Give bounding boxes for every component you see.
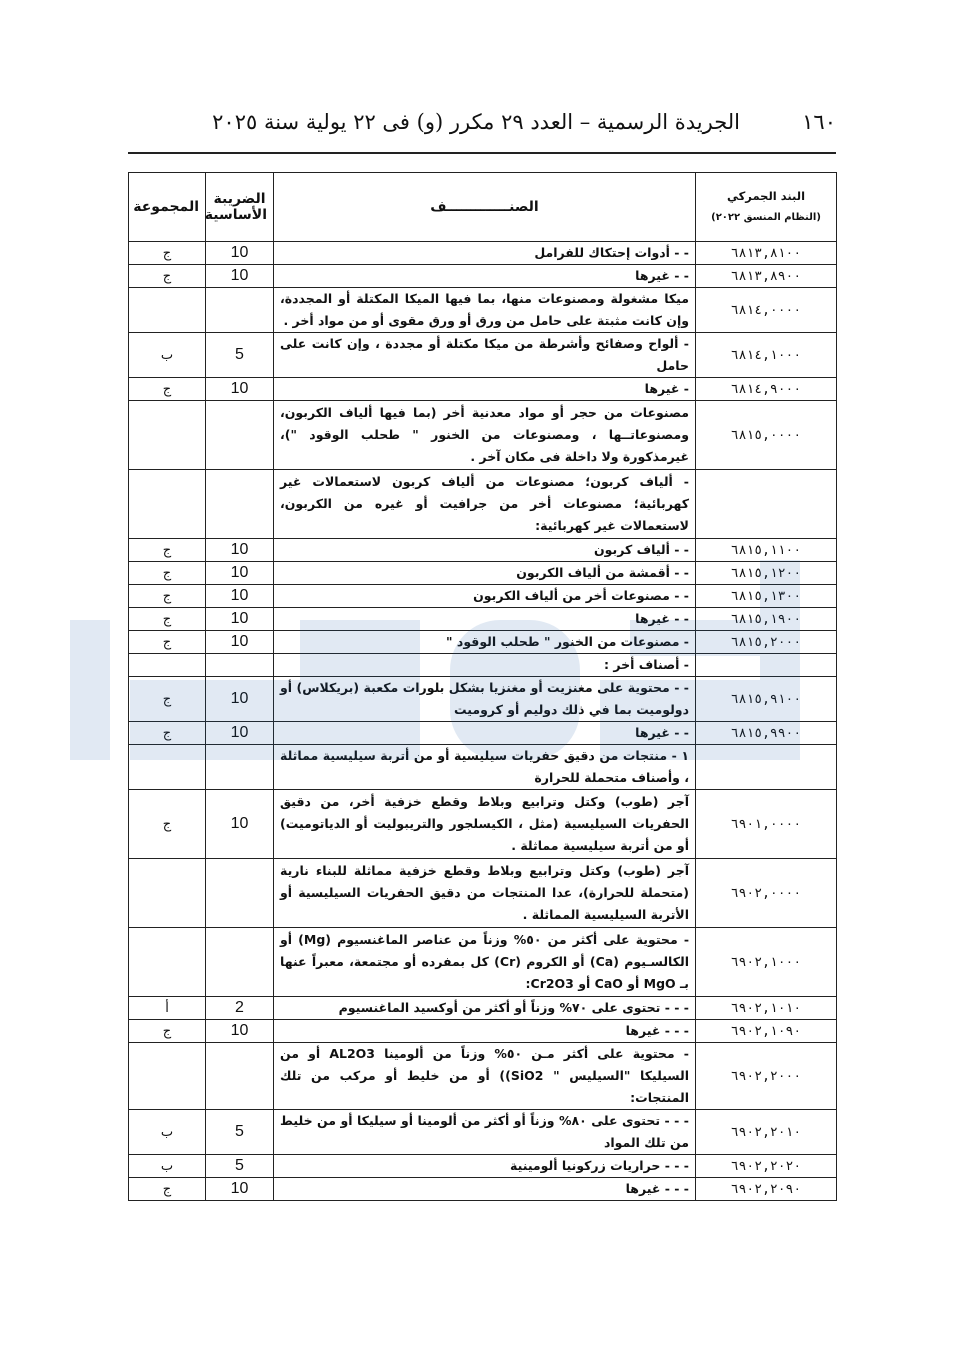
- table-row: [129, 333, 837, 378]
- item-description: - - محتوية على مغنزيت أو مغنزيا بشكل بلورات مكعبة (بريكلاس) أو دولوميت بما في ذلك دوليم أو كروميت: [274, 677, 696, 722]
- basic-duty: 5: [206, 1155, 274, 1178]
- basic-duty: [206, 859, 274, 928]
- tariff-code: ٦٨١٣,٨١٠٠: [696, 242, 837, 265]
- tariff-code: ٦٨١٥,١٩٠٠: [696, 608, 837, 631]
- table-row: [129, 378, 837, 401]
- table-header-row: [129, 173, 837, 242]
- tariff-code: ٦٨١٤,١٠٠٠: [696, 333, 837, 378]
- column-header-group: المجموعة: [129, 173, 206, 242]
- item-description: - - أدوات إحتكاك للفرامل: [274, 242, 696, 265]
- table-row: [129, 1110, 837, 1155]
- item-description: - - غيرها: [274, 265, 696, 288]
- tariff-code: ٦٨١٥,١١٠٠: [696, 539, 837, 562]
- basic-duty: 10: [206, 1020, 274, 1043]
- table-row: [129, 562, 837, 585]
- tariff-body: [129, 242, 837, 1201]
- item-description: - - - غيرها: [274, 1178, 696, 1201]
- table-row: [129, 997, 837, 1020]
- duty-group: ج: [129, 790, 206, 859]
- page-header: [128, 106, 836, 146]
- item-description: مصنوعات من حجر أو مواد معدنية أخر (بما فيها ألياف الكربون، ومصنوعاتــها ، ومصنوعات من الخنور " طحلب الوقود ")، غيرمذكورة ولا داخلة فى مكان آخر .: [274, 401, 696, 470]
- tariff-code: ٦٨١٥,٩٩٠٠: [696, 722, 837, 745]
- duty-group: ج: [129, 242, 206, 265]
- basic-duty: 10: [206, 677, 274, 722]
- item-description: - أصناف أخر :: [274, 654, 696, 677]
- table-row: [129, 608, 837, 631]
- basic-duty: 10: [206, 790, 274, 859]
- duty-group: ج: [129, 722, 206, 745]
- duty-group: ج: [129, 608, 206, 631]
- item-description: - - - غيرها: [274, 1020, 696, 1043]
- duty-group: ج: [129, 1178, 206, 1201]
- table-row: [129, 242, 837, 265]
- table-row: [129, 470, 837, 539]
- item-description: - ألواح وصفائح وأشرطة من ميكا مكتلة أو مجددة ، وإن كانت على حامل: [274, 333, 696, 378]
- tariff-code: ٦٨١٥,١٣٠٠: [696, 585, 837, 608]
- tariff-code: ٦٨١٣,٨٩٠٠: [696, 265, 837, 288]
- basic-duty: [206, 470, 274, 539]
- duty-group: ج: [129, 585, 206, 608]
- basic-duty: 10: [206, 1178, 274, 1201]
- tariff-code: ٦٨١٤,٩٠٠٠: [696, 378, 837, 401]
- column-header-code: [696, 173, 837, 242]
- column-header-code-label: البند الجمركي: [726, 189, 806, 203]
- table-row: [129, 928, 837, 997]
- basic-duty: [206, 401, 274, 470]
- duty-group: ج: [129, 1020, 206, 1043]
- table-row: [129, 265, 837, 288]
- basic-duty: 5: [206, 333, 274, 378]
- gazette-title: الجريدة الرسمية – العدد ٢٩ مكرر (و) فى ٢٢ يولية سنة ٢٠٢٥: [212, 110, 740, 134]
- tariff-code: ٦٨١٥,٩١٠٠: [696, 677, 837, 722]
- duty-group: [129, 288, 206, 333]
- duty-group: [129, 928, 206, 997]
- tariff-code: ٦٩٠٢,٢٠٠٠: [696, 1043, 837, 1110]
- duty-group: [129, 470, 206, 539]
- table-row: [129, 859, 837, 928]
- basic-duty: 10: [206, 242, 274, 265]
- table-row: [129, 1020, 837, 1043]
- item-description: ميكا مشغولة ومصنوعات منها، بما فيها الميكا المكتلة أو المجددة، وإن كانت مثبتة على حامل من ورق أو ورق مقوى أو من مواد أخر .: [274, 288, 696, 333]
- column-header-description: الصنـــــــــــــف: [274, 173, 696, 242]
- duty-group: ج: [129, 677, 206, 722]
- item-description: - غيرها: [274, 378, 696, 401]
- duty-group: ج: [129, 378, 206, 401]
- basic-duty: 5: [206, 1110, 274, 1155]
- duty-group: ج: [129, 631, 206, 654]
- basic-duty: [206, 1043, 274, 1110]
- duty-group: [129, 1043, 206, 1110]
- tariff-code: ٦٩٠١,٠٠٠٠: [696, 790, 837, 859]
- tariff-code: ٦٨١٥,٢٠٠٠: [696, 631, 837, 654]
- item-description: - - - تحتوى على ٧٠% وزناً أو أكثر من أوكسيد الماغنسيوم: [274, 997, 696, 1020]
- basic-duty: 10: [206, 722, 274, 745]
- tariff-code: [696, 654, 837, 677]
- table-row: [129, 790, 837, 859]
- item-description: - ألياف كربون؛ مصنوعات من ألياف كربون لاستعمالات غير كهربائية؛ مصنوعات أخر من جرافيت أو غيره من الكربون، لاستعمالات غير كهربائية:: [274, 470, 696, 539]
- table-row: [129, 539, 837, 562]
- table-row: [129, 631, 837, 654]
- tariff-code: ٦٨١٥,١٢٠٠: [696, 562, 837, 585]
- table-row: [129, 288, 837, 333]
- duty-group: ب: [129, 333, 206, 378]
- tariff-code: [696, 470, 837, 539]
- tariff-code: ٦٩٠٢,٠٠٠٠: [696, 859, 837, 928]
- item-description: - محتوية على أكثر مـن ٥٠% وزناً من ألومينا AL2O3 أو من السيليكا "السيليس " SiO2)) أو من خليط أو مركب من تلك المنتجات:: [274, 1043, 696, 1110]
- table-row: [129, 1178, 837, 1201]
- duty-group: ب: [129, 1110, 206, 1155]
- item-description: - - ألياف كربون: [274, 539, 696, 562]
- table-row: [129, 585, 837, 608]
- basic-duty: [206, 654, 274, 677]
- item-description: - مصنوعات من الخنور " طحلب الوقود ": [274, 631, 696, 654]
- basic-duty: 10: [206, 378, 274, 401]
- duty-group: [129, 859, 206, 928]
- table-row: [129, 677, 837, 722]
- item-description: - - - حراريات زركونيا ألومينية: [274, 1155, 696, 1178]
- duty-group: أ: [129, 997, 206, 1020]
- item-description: - - - تحتوى على ٨٠% وزناً أو أكثر من ألومينا أو سيليكا أو من خليط من تلك المواد: [274, 1110, 696, 1155]
- tariff-code: ٦٩٠٢,٢٠١٠: [696, 1110, 837, 1155]
- table-row: [129, 401, 837, 470]
- tariff-code: ٦٨١٥,٠٠٠٠: [696, 401, 837, 470]
- item-description: - - غيرها: [274, 608, 696, 631]
- basic-duty: 10: [206, 539, 274, 562]
- item-description: - - مصنوعات أخر من ألياف الكربون: [274, 585, 696, 608]
- item-description: - - أقمشة من ألياف الكربون: [274, 562, 696, 585]
- table-row: [129, 722, 837, 745]
- table-row: [129, 745, 837, 790]
- basic-duty: 10: [206, 265, 274, 288]
- tariff-code: ٦٩٠٢,٢٠٢٠: [696, 1155, 837, 1178]
- item-description: آجر (طوب) وكتل وترابيع وبلاط وقطع خزفية أخر، من دقيق الحفريات السيليسية (مثل ، الكيسلجور والتريبوليت أو الدياتوميت) أو من أتربة سيليسية مماثلة .: [274, 790, 696, 859]
- tariff-code: ٦٩٠٢,١٠٩٠: [696, 1020, 837, 1043]
- column-header-duty: الضريبة الأساسية: [206, 173, 274, 242]
- duty-group: [129, 401, 206, 470]
- basic-duty: 2: [206, 997, 274, 1020]
- basic-duty: 10: [206, 631, 274, 654]
- basic-duty: [206, 928, 274, 997]
- duty-group: [129, 745, 206, 790]
- basic-duty: 10: [206, 585, 274, 608]
- header-divider: [128, 152, 836, 154]
- duty-group: ج: [129, 562, 206, 585]
- basic-duty: 10: [206, 608, 274, 631]
- column-header-code-subtitle: (النظام المنسق ٢٠٢٢): [711, 212, 821, 223]
- table-row: [129, 1043, 837, 1110]
- table-row: [129, 654, 837, 677]
- duty-group: [129, 654, 206, 677]
- basic-duty: [206, 745, 274, 790]
- item-description: - محتوية على أكثر من ٥٠% وزناً من عناصر الماغنسيوم (Mg) أو الكالسـيوم (Ca) أو الكروم (Cr) كل بمفرده أو مجتمعة، معبراً عنها بـ MgO أو CaO أو Cr2O3:: [274, 928, 696, 997]
- page-number: ١٦٠: [802, 110, 836, 134]
- tariff-code: ٦٨١٤,٠٠٠٠: [696, 288, 837, 333]
- tariff-code: [696, 745, 837, 790]
- basic-duty: 10: [206, 562, 274, 585]
- tariff-code: ٦٩٠٢,١٠٠٠: [696, 928, 837, 997]
- duty-group: ج: [129, 265, 206, 288]
- tariff-code: ٦٩٠٢,٢٠٩٠: [696, 1178, 837, 1201]
- tariff-code: ٦٩٠٢,١٠١٠: [696, 997, 837, 1020]
- tariff-table: [128, 172, 837, 1201]
- basic-duty: [206, 288, 274, 333]
- item-description: ١ - منتجات من دقيق حفريات سيليسية أو من أتربة سيليسية مماثلة ، وأصناف متحملة للحرارة: [274, 745, 696, 790]
- item-description: آجر (طوب) وكتل وترابيع وبلاط وقطع خزفية مماثلة للبناء نارية (متحملة للحرارة)، عدا المنتجات من دقيق الحفريات السيليسية أو الأتربة السيليسية المماثلة .: [274, 859, 696, 928]
- duty-group: ج: [129, 539, 206, 562]
- item-description: - - غيرها: [274, 722, 696, 745]
- duty-group: ب: [129, 1155, 206, 1178]
- table-row: [129, 1155, 837, 1178]
